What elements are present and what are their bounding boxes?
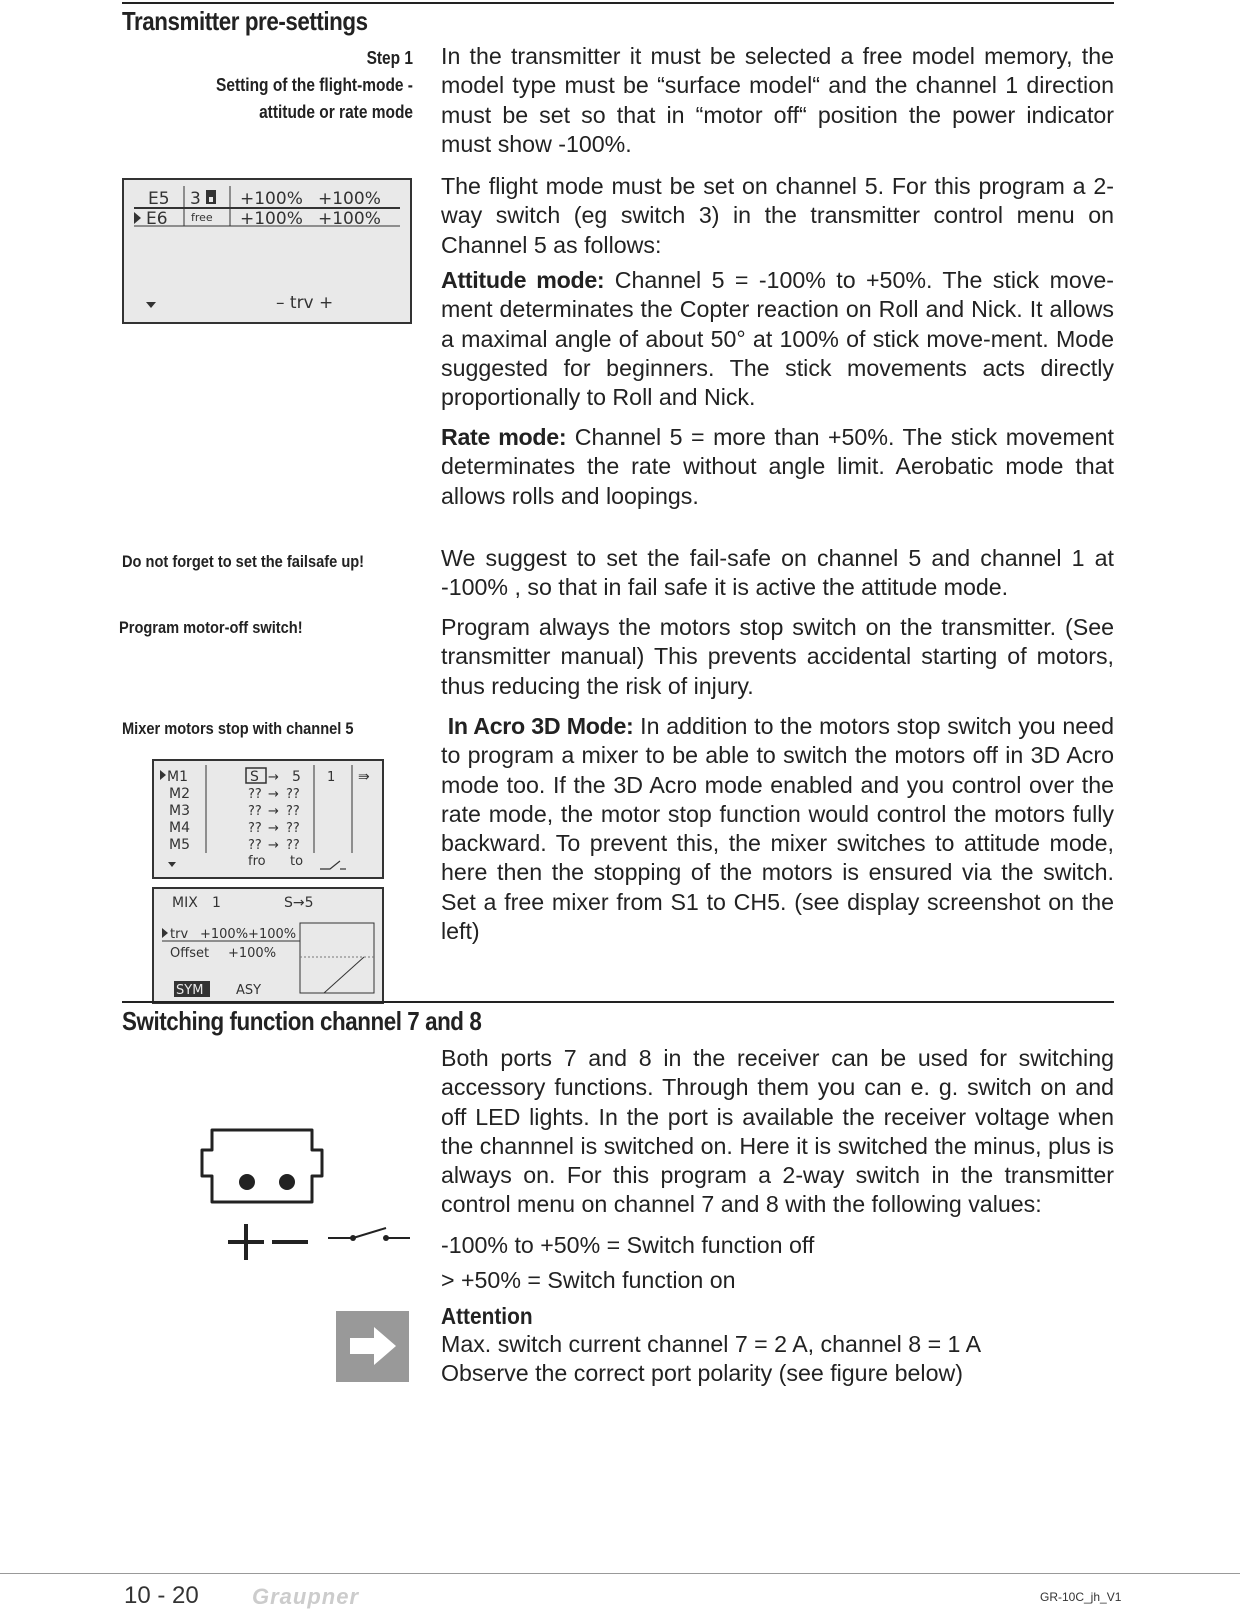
svg-text:→: → [268, 804, 279, 819]
switch-on-line: > +50% = Switch function on [441, 1267, 736, 1293]
lcd3-mix: MIX [172, 895, 198, 911]
lcd1-row1-ch: E5 [148, 189, 170, 209]
lcd-mixer-detail [152, 887, 384, 1004]
lcd2-fro: fro [248, 854, 266, 869]
lcd2-m2-from: ?? [248, 787, 262, 802]
connector-housing-icon [202, 1130, 322, 1202]
motoroff-paragraph: Program always the motors stop switch on the transmitter. (See transmitter manual) This prevents accidental starting of motors, thus reducing the risk of injury. [441, 614, 1114, 699]
max-current-line: Max. switch current channel 7 = 2 A, channel 8 = 1 A [441, 1331, 982, 1357]
step-desc-2: attitude or rate mode [259, 102, 413, 122]
lcd2-m3: M3 [169, 803, 190, 819]
lcd3-offset: Offset [170, 946, 210, 961]
svg-text:→: → [268, 821, 279, 836]
lcd2-m3-to: ?? [286, 804, 300, 819]
lcd2-m3-from: ?? [248, 804, 262, 819]
pin-icon [279, 1174, 295, 1190]
rate-label: Rate mode: [441, 424, 567, 450]
lcd3-asy: ASY [236, 983, 262, 998]
step-label: Step 1 [366, 48, 413, 68]
lcd3-trv: trv [170, 927, 189, 942]
section-title-switching: Switching function channel 7 and 8 [122, 1006, 482, 1036]
lcd3-sym: SYM [176, 983, 204, 998]
svg-text:→: → [268, 787, 279, 802]
lcd-channel-settings [122, 178, 412, 324]
mixer-note: Mixer motors stop with channel 5 [122, 719, 354, 738]
failsafe-paragraph: We suggest to set the fail-safe on channel 5 and channel 1 at -100% , so that in fail safe it is active the attitude mode. [441, 545, 1114, 601]
lcd-mixer-list [152, 759, 384, 879]
intro-paragraph: In the transmitter it must be selected a free model memory, the model type must be “surface model“ and the channel 1 direction must be set so that in “motor off“ position the power indicator must show -100%. [441, 43, 1114, 157]
rate-text: Channel 5 = more than +50%. The stick movement determinates the rate without angle limit. Aerobatic mode that allows rolls and loopings. [441, 424, 1114, 509]
lcd2-m1-extra: 1 [327, 770, 336, 785]
footer-rule [0, 1573, 1240, 1574]
lcd1-trv: – trv + [276, 293, 334, 313]
lcd2-m2: M2 [169, 786, 190, 802]
lcd1-row1-a: +100% [240, 189, 303, 209]
lcd2-m1-to: 5 [292, 769, 301, 785]
attitude-text: Channel 5 = -100% to +50%. The stick move-ment determinates the Copter reaction on Roll and Nick. It allows a maximal angle of about 50° at 100% of stick move-ment. Mode suggested for beginners. The stick movements acts directly proportionally to Roll and Nick. [441, 267, 1114, 411]
lcd2-m4: M4 [169, 820, 190, 836]
lcd3-route: S→5 [284, 895, 314, 911]
failsafe-note: Do not forget to set the failsafe up! [122, 552, 365, 571]
document-id: GR-10C_jh_V1 [1040, 1590, 1122, 1604]
attitude-label: Attitude mode: [441, 267, 605, 293]
attitude-paragraph [441, 266, 1114, 412]
lcd3-offset-val: +100% [228, 946, 277, 961]
double-arrow-icon: ⇛ [358, 769, 370, 785]
acro-text: In addition to the motors stop switch you need to program a mixer to be able to switch the motors off in 3D Acro mode too. If the 3D Acro mode enabled and you control over the rate mode, the motor stop function would control the motors fully backward. To prevent this, the mixer switches to attitude mode, here then the stopping of the motors is ensured via the switch. Set a free mixer from S1 to CH5. (see display screenshot on the left) [441, 713, 1114, 945]
svg-text:→: → [268, 770, 279, 785]
lcd1-row2-b: +100% [318, 209, 381, 229]
rate-paragraph [441, 423, 1114, 511]
lcd1-row2-sw: free [191, 211, 213, 224]
lcd3-mix-no: 1 [212, 895, 221, 911]
attention-arrow-icon [336, 1311, 409, 1382]
switching-paragraph: Both ports 7 and 8 in the receiver can be used for switching accessory functions. Through them you can e. g. switch on and off LED lights. In the port is available the receiver voltage when the channnel is switched on. Here it is switched the minus, plus is always on. For this program a 2-way switch in the transmitter control menu on channel 7 and 8 with the following values: [441, 1045, 1114, 1218]
cursor-arrow-icon [160, 770, 166, 780]
switch-off-line: -100% to +50% = Switch function off [441, 1232, 815, 1258]
lcd2-m1: M1 [167, 769, 188, 785]
lcd2-to: to [290, 854, 304, 869]
lcd1-row1-b: +100% [318, 189, 381, 209]
lcd2-m4-from: ?? [248, 821, 262, 836]
brand-logo: Graupner [252, 1584, 360, 1609]
acro-label: In Acro 3D Mode: [447, 713, 634, 739]
top-rule [122, 2, 1114, 4]
lcd2-m5-from: ?? [248, 838, 262, 853]
cursor-arrow-icon [134, 212, 141, 224]
cursor-arrow-icon [162, 928, 168, 938]
acro-paragraph [441, 712, 1114, 946]
svg-text:→: → [268, 838, 279, 853]
down-arrow-icon [146, 302, 156, 308]
attention-label: Attention [441, 1303, 533, 1329]
section-title-transmitter: Transmitter pre-settings [122, 6, 368, 36]
flight-mode-paragraph: The flight mode must be set on channel 5. For this program a 2-way switch (eg switch 3) in the transmitter control menu on Channel 5 as follows: [441, 173, 1114, 258]
lcd2-m1-from: S [250, 769, 259, 785]
lcd2-m5-to: ?? [286, 838, 300, 853]
connector-diagram [200, 1120, 420, 1270]
page-number: 10 - 20 [124, 1582, 199, 1609]
lcd2-m5: M5 [169, 837, 190, 853]
lcd2-m2-to: ?? [286, 787, 300, 802]
lcd2-m4-to: ?? [286, 821, 300, 836]
pin-icon [239, 1174, 255, 1190]
lcd3-trv-vals: +100%+100% [200, 927, 297, 942]
section-rule [122, 1001, 1114, 1003]
lcd1-row2-a: +100% [240, 209, 303, 229]
step-desc-1: Setting of the flight-mode - [216, 75, 413, 95]
lcd1-row2-ch: E6 [146, 209, 168, 229]
polarity-line: Observe the correct port polarity (see figure below) [441, 1360, 963, 1386]
lcd1-row1-sw: 3 [190, 189, 201, 209]
switch-icon [320, 861, 340, 869]
down-arrow-icon [168, 862, 176, 867]
motoroff-note: Program motor-off switch! [119, 618, 303, 637]
